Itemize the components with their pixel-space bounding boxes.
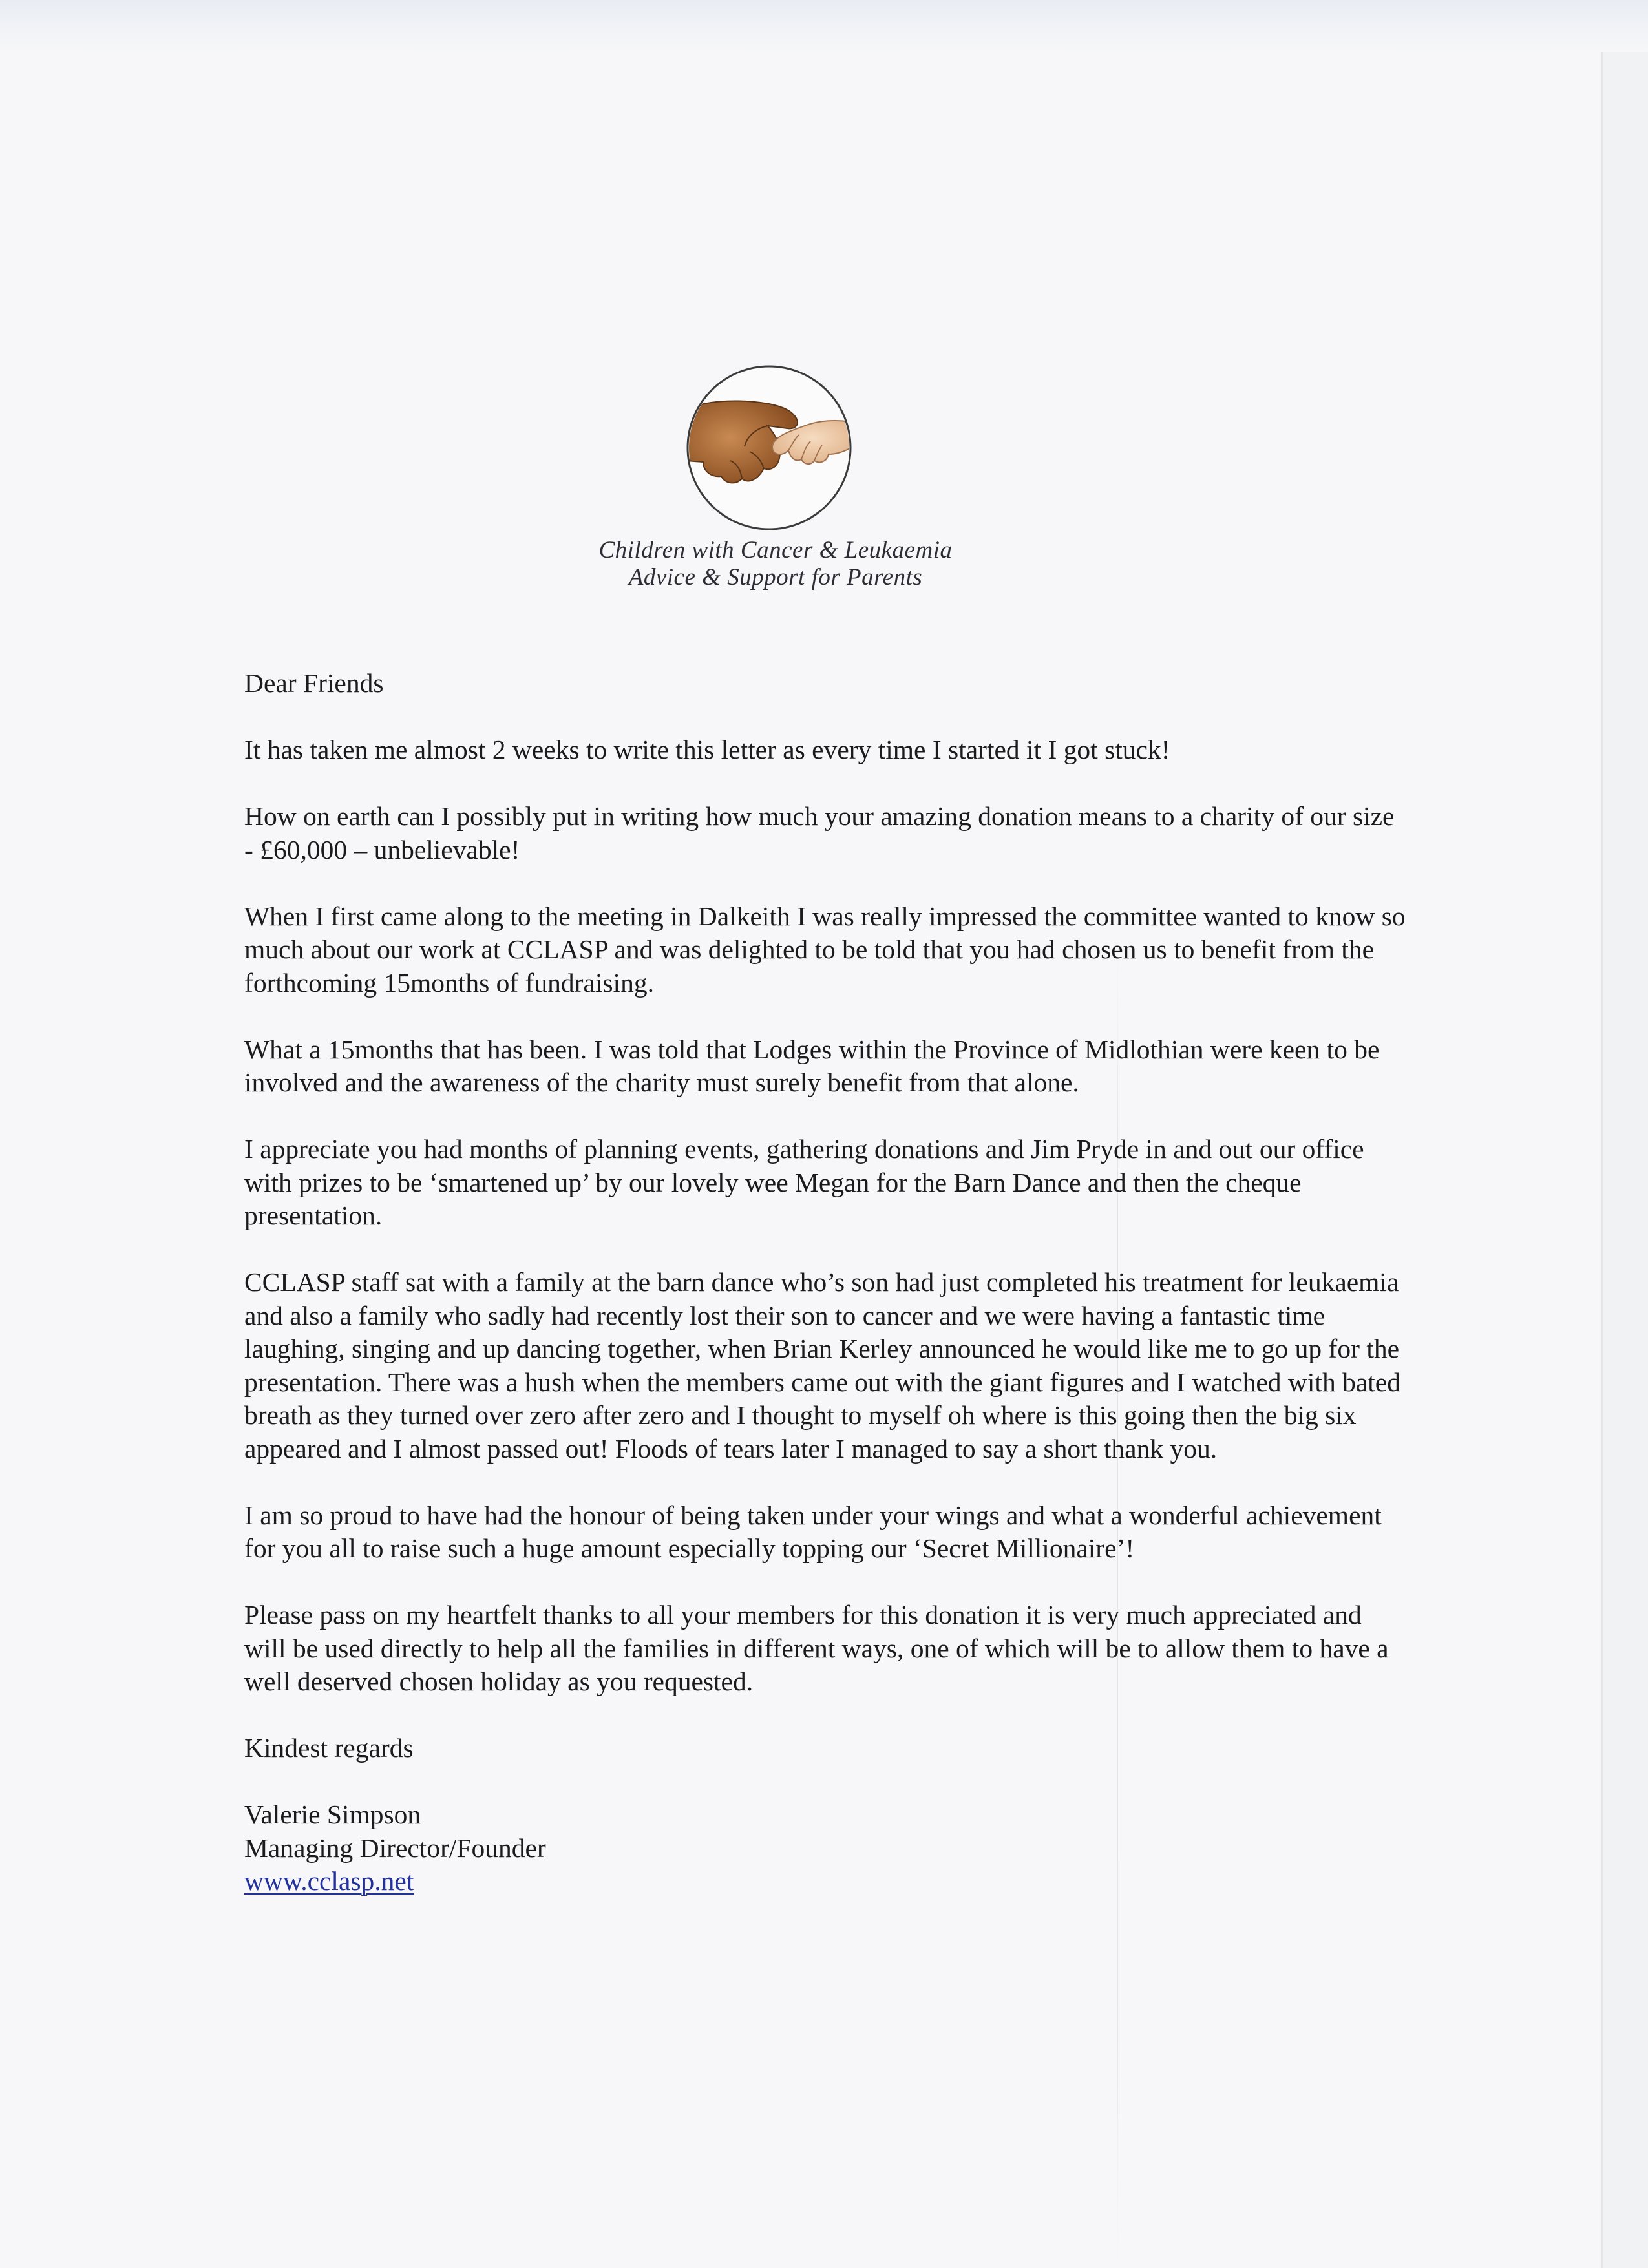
website-link[interactable]: www.cclasp.net [244, 1866, 414, 1896]
paragraph-meeting-dalkeith: When I first came along to the meeting in Dalkeith I was really impressed the committee wanted to know so much about our work at CCLASP and was delighted to be told that you had chosen us to benefit from the forthcoming 15months of fundraising. [244, 901, 1406, 998]
scan-top-edge [0, 0, 1648, 52]
salutation: Dear Friends [244, 668, 384, 698]
letterhead-tagline-line2: Advice & Support for Parents [628, 564, 923, 591]
closing: Kindest regards [244, 1733, 414, 1763]
adult-hand-holding-child-hand-icon [685, 364, 853, 532]
paragraph-planning-events: I appreciate you had months of planning events, gathering donations and Jim Pryde in and out our office with prizes to be ‘smartened up’ by our lovely wee Megan for the Barn Dance and then the cheque presentation. [244, 1134, 1364, 1230]
signatory-name: Valerie Simpson [244, 1800, 421, 1829]
signatory-title: Managing Director/Founder [244, 1832, 546, 1863]
paragraph-donation: How on earth can I possibly put in writing how much your amazing donation means to a charity of our size - £60,000 – unbelievable! [244, 801, 1395, 865]
paragraph-thanks: Please pass on my heartfelt thanks to all your members for this donation it is very much appreciated and will be used directly to help all the families in different ways, one of which will be to allow them to have a well deserved chosen holiday as you requested. [244, 1600, 1389, 1696]
paragraph-opening: It has taken me almost 2 weeks to write this letter as every time I started it I got stuck! [244, 735, 1170, 764]
paragraph-proud: I am so proud to have had the honour of being taken under your wings and what a wonderful achievement for you all to raise such a huge amount especially topping our ‘Secret Millionaire’! [244, 1500, 1382, 1563]
paragraph-fifteen-months: What a 15months that has been. I was told that Lodges within the Province of Midlothian were keen to be involved and the awareness of the charity must surely benefit from that alone. [244, 1034, 1380, 1097]
letter-body [244, 667, 1408, 1898]
paragraph-barn-dance: CCLASP staff sat with a family at the barn dance who’s son had just completed his treatment for leukaemia and also a family who sadly had recently lost their son to cancer and we were having a fantastic time laughing, singing and up dancing together, when Brian Kerley announced he would like me to go up for the presentation. There was a hush when the members came out with the giant figures and I watched with bated breath as they turned over zero after zero and I thought to myself oh where is this going then the big six appeared and I almost passed out! Floods of tears later I managed to say a short thank you. [244, 1267, 1400, 1464]
scan-right-edge [1601, 52, 1648, 2268]
letterhead-tagline-line1: Children with Cancer & Leukaemia [598, 537, 953, 563]
